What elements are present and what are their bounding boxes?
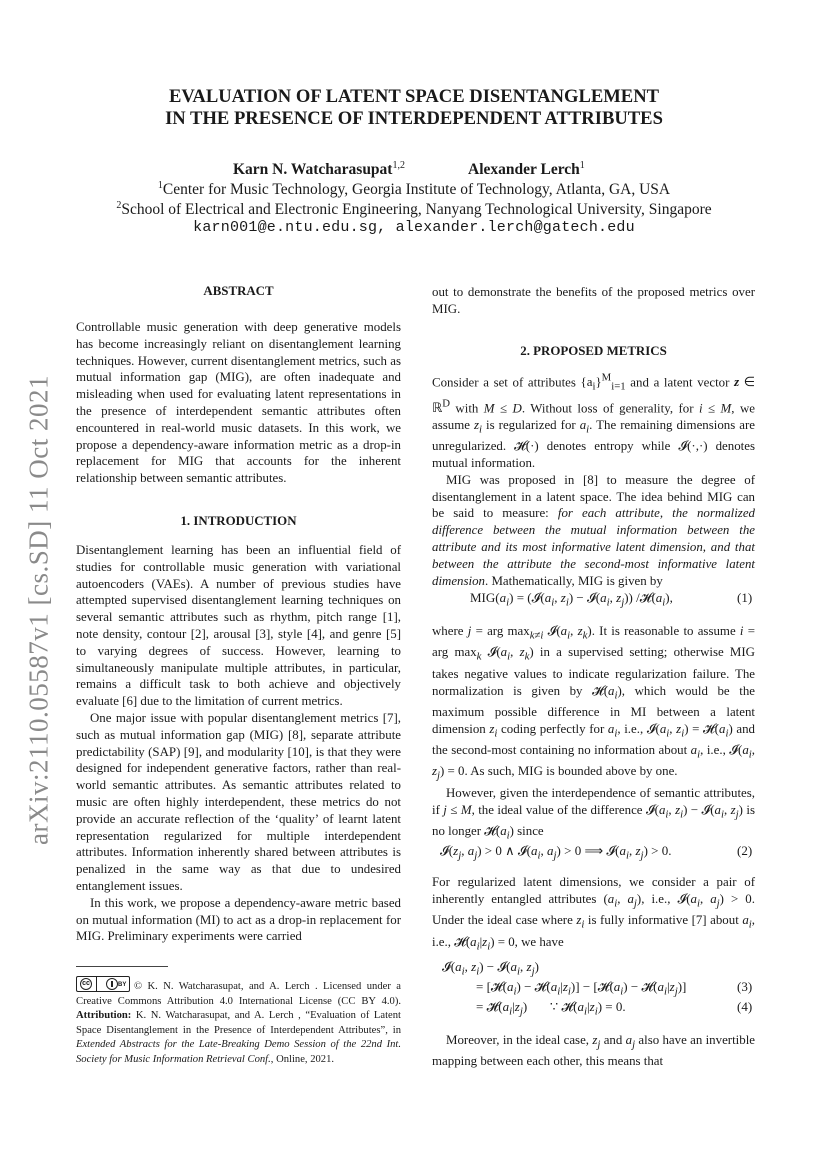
arxiv-identifier: arXiv:2110.05587v1 [cs.SD] 11 Oct 2021 (23, 375, 54, 845)
p1-text-b: and a latent vector (625, 375, 735, 390)
title-line-2: IN THE PRESENCE OF INTERDEPENDENT ATTRIBUTES (165, 108, 663, 129)
affiliation-2-text: School of Electrical and Electronic Engineering, Nanyang Technological University, Singapore (121, 201, 712, 219)
proposed-paragraph-6 (432, 1032, 755, 1070)
venue-text: Extended Abstracts for the Late-Breaking Demo Session of the 22nd Int. Society for Music Information Retrieval Conf. (76, 1039, 401, 1065)
p1-text-a: Consider a set of attributes (432, 375, 581, 390)
mi-symbol: 𝓘(·,·) (678, 439, 708, 454)
license-text: © K. N. Watcharasupat, and A. Lerch . Licensed under a Creative Commons Attribution 4.0 International License (CC BY 4.0). (76, 981, 401, 1007)
cc-by-icon[interactable]: cc BY (76, 976, 130, 992)
dimension-condition-math: M ≤ D (483, 400, 522, 415)
introduction-body (76, 542, 401, 945)
affiliation-2 (30, 200, 798, 219)
author-1-sup: 1,2 (392, 160, 405, 171)
attribution-text: K. N. Watcharasupat, and A. Lerch , “Evaluation of Latent Space Disentanglement in the Presence of Interdependent Attributes”, in (76, 1010, 401, 1036)
equation-1-number: (1) (737, 590, 753, 605)
latent-vector-math: z ∈ ℝ$^D$ (432, 375, 755, 415)
equation-3-line-2: = [$𝓗(a_i)$ − $𝓗(a_i|z_i)$] − [$𝓗(a_i)$ − $𝓗(a_i|z_j)$] (476, 979, 687, 998)
p1-text-f: is regularized for (482, 417, 580, 432)
affiliation-1-sup: 1 (157, 180, 163, 191)
title-line-1: EVALUATION OF LATENT SPACE DISENTANGLEMENT (168, 86, 660, 107)
proposed-paragraph-2 (432, 472, 755, 590)
proposed-heading: 2. PROPOSED METRICS (520, 344, 667, 358)
p2-italic-definition: for each attribute, the normalized difference between the mutual information between the attribute and its most informative latent dimension, and that between the attribute the second-most informative latent dimension (432, 506, 755, 588)
equation-3-line-1: $𝓘(a_i$, $z_i$) − $𝓘(a_i$, $z_j$) (442, 959, 539, 978)
p1-text-d: . Without loss of generality, for (521, 400, 699, 415)
ai-math: $a_i$ (579, 417, 590, 436)
continuation-paragraph: out to demonstrate the benefits of the proposed metrics over MIG. (432, 285, 755, 316)
equation-4-number: (4) (737, 999, 753, 1014)
regularized-dimensions-paragraph: For regularized latent dimensions, we consider a pair of inherently entangled attributes ($a_i$, $a_j$), i.e., $𝓘(a_i$, $a_j) > 0$. Under the ideal case where $z_i$ is fully informative [7] about $a_i$, i.e., $𝓗(a_i|z_i) = 0$, we have (432, 875, 755, 953)
p2-text-b: . Mathematically, MIG is given by (485, 573, 663, 588)
proposed-paragraph-5 (432, 874, 755, 955)
right-column-continuation (432, 284, 755, 318)
equation-3-number: (3) (737, 979, 753, 994)
equation-2-number: (2) (737, 843, 753, 858)
paper-title (60, 86, 768, 130)
arxiv-sidebar (14, 370, 64, 850)
interdependence-paragraph: However, given the interdependence of semantic attributes, if j ≤ M, the ideal value of the difference $𝓘(a_i$, $z_i$) − $𝓘(a_i$, $z_j$) is no longer $𝓗(a_i)$ since (432, 785, 755, 842)
p1-text-c: with (449, 400, 484, 415)
abstract-heading: ABSTRACT (203, 284, 274, 298)
p1-text-h: denotes entropy while (538, 439, 679, 454)
introduction-heading: 1. INTRODUCTION (180, 514, 297, 528)
equation-4: = $𝓗(a_i|z_j)$ ∵ $𝓗(a_i|z_i) = 0$. (476, 999, 626, 1018)
invertible-mapping-paragraph: Moreover, in the ideal case, $z_j$ and $a_j$ also have an invertible mapping between each other, this means that (432, 1033, 755, 1069)
author-1 (233, 160, 405, 179)
attribution-label: Attribution: (76, 1010, 132, 1021)
author-emails[interactable]: karn001@e.ntu.edu.sg, alexander.lerch@gatech.edu (193, 219, 635, 236)
p2-text-a: MIG was proposed in [8] to measure the degree of disentanglement in a latent space. The idea behind MIG can be said to measure: (432, 472, 755, 521)
affiliation-1-text: Center for Music Technology, Georgia Institute of Technology, Atlanta, GA, USA (162, 181, 671, 199)
p1-text-g: . The remaining dimensions are unregularized. (432, 417, 755, 454)
mig-explanation: where j = arg $\max_{k\ne i}$ $𝓘(a_i$, $z_k$). It is reasonable to assume i = arg $\max_k$ $𝓘(a_i$, $z_k$) in a supervised setting; otherwise MIG takes negative values to indicate regularization failure. The normalization is given by $𝓗(a_i)$, which would be the maximum possible difference in MI between a latent dimension $z_i$ coding perfectly for $a_i$, i.e., $𝓘(a_i$, $z_i$) = $𝓗(a_i)$ and the second-most containing no information about $a_i$, i.e., $𝓘(a_i$, $z_j) = 0$. As such, MIG is bounded above by one. (432, 624, 756, 783)
author-2-name: Alexander Lerch (468, 161, 580, 179)
abstract-paragraph: Controllable music generation with deep generative models has become increasingly reliant on disentanglement learning techniques. However, current disentanglement metrics, such as mutual information gap (MIG), are often inadequate and misleading when used for evaluating latent representations in the presence of interdependent semantic attributes often encountered in real-world music datasets. In this work, we propose a dependency-aware information metric as a drop-in replacement for MIG that accounts for the inherent relationship between semantic attributes. (76, 320, 401, 486)
attribute-set-math: $\{a_i\}^M_{i=1}$ (580, 372, 626, 393)
intro-paragraph-3: In this work, we propose a dependency-aware metric based on mutual information (MI) to act as a drop-in replacement for MIG. Preliminary experiments were carried (76, 895, 401, 944)
author-2-sup: 1 (579, 160, 585, 171)
affiliation-2-sup: 2 (116, 200, 122, 211)
zi-math: $z_i$ (473, 417, 483, 436)
author-1-name: Karn N. Watcharasupat (233, 161, 393, 179)
equation-1: $MIG(a_i)$ = ($𝓘(a_i$, $z_i$) − $𝓘(a_i$, $z_j$)) $/𝓗(a_i)$, (470, 590, 673, 609)
proposed-paragraph-1 (432, 370, 755, 589)
p1-text-e: , we assume (432, 400, 755, 432)
intro-paragraph-2: One major issue with popular disentanglement metrics [7], such as mutual information gap (MIG) [8], separate attribute predictability (SAP) [9], and modularity [10], is that they were designed for independent generative factors, rather than real-world semantic attributes. As semantic attributes related to music are often highly interdependent, these metrics do not provide an accurate reflection of the ‘quality’ of learnt latent representation regularized for multiple interdependent attributes. Information inherently shared between attributes is penalized in the same way as that due to undesired entanglement issues. (76, 710, 401, 893)
intro-paragraph-1: Disentanglement learning has been an influential field of studies for controllable music generation with variational autoencoders (VAEs). A number of previous studies have attempted supervised disentanglement learning techniques on several semantic attributes such as rhythm, pitch range [1], note density, contour [2], arousal [3], style [4], and genre [5] to varying degrees of success. However, learning to simultaneously manipulate multiple attributes, in particular, remains a difficult task to both achieve and objectively evaluate [6] due to the limitation of current metrics. (76, 543, 401, 709)
index-condition-math: i ≤ M (698, 400, 732, 415)
p1-text-i: denotes mutual information. (432, 439, 755, 470)
equation-2: $𝓘(z_j$, $a_j) > 0$ ∧ $𝓘(a_i$, $a_j) > 0$ ⟹ $𝓘(a_i$, $z_j) > 0$. (440, 843, 672, 862)
license-footnote (76, 976, 401, 1067)
author-2 (468, 160, 585, 179)
proposed-paragraph-3 (432, 623, 755, 844)
footnote-rule (76, 966, 168, 967)
entropy-symbol: 𝓗(·) (514, 439, 539, 454)
attribution-tail: , Online, 2021. (270, 1053, 335, 1065)
abstract-text (76, 319, 401, 487)
affiliation-1 (30, 180, 798, 199)
